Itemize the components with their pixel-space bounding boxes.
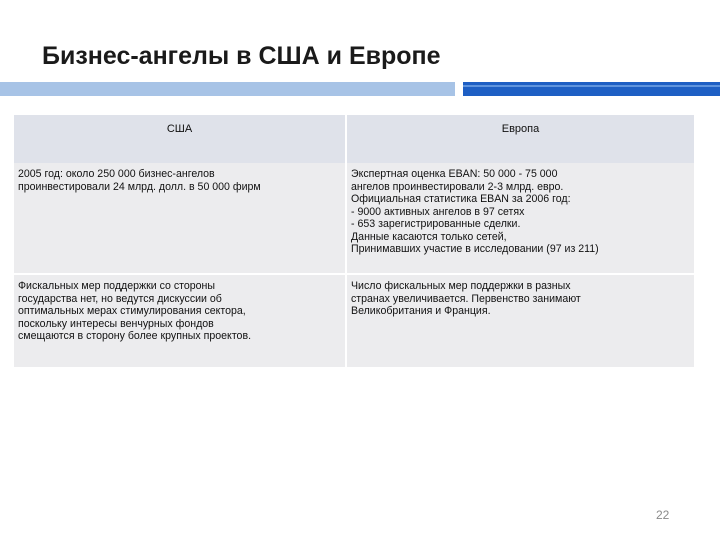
cell-text-line: Данные касаются только сетей, — [351, 230, 507, 243]
table-header-row — [14, 115, 694, 163]
cell-text-line: поскольку интересы венчурных фондов — [18, 317, 214, 330]
cell-text-line: Фискальных мер поддержки со стороны — [18, 280, 215, 292]
cell-text-line: - 9000 активных ангелов в 97 сетях — [351, 205, 525, 218]
cell-text-line: 2005 год: около 250 000 бизнес-ангелов — [18, 168, 215, 180]
cell-text-line: Принимавших участие в исследовании (97 из 211) — [351, 243, 599, 255]
cell-text-line: Официальная статистика EBAN за 2006 год: — [351, 193, 571, 205]
cell-europe-fiscal — [347, 275, 694, 367]
cell-text-line: Экспертная оценка EBAN: 50 000 - 75 000 — [351, 168, 558, 180]
page-number: 22 — [656, 508, 670, 522]
cell-usa-investment — [14, 163, 347, 275]
cell-text-line: ангелов проинвестировали 2-3 млрд. евро. — [351, 180, 564, 193]
header-europe: Европа — [347, 115, 694, 163]
cell-europe-investment — [347, 163, 694, 275]
table-row — [14, 275, 694, 367]
cell-text-line: оптимальных мерах стимулирования сектора, — [18, 305, 246, 317]
table-row — [14, 163, 694, 275]
header-usa: США — [14, 115, 347, 163]
cell-text-line: - 653 зарегистрированные сделки. — [351, 218, 521, 230]
comparison-table — [14, 115, 694, 367]
slide-title: Бизнес-ангелы в США и Европе — [42, 42, 441, 70]
cell-text-line: странах увеличивается. Первенство занимают — [351, 292, 581, 305]
cell-text-line: Великобритания и Франция. — [351, 305, 491, 317]
cell-usa-fiscal — [14, 275, 347, 367]
accent-bar-dark — [463, 82, 720, 96]
cell-text-line: смещаются в сторону более крупных проектов. — [18, 330, 252, 342]
cell-text-line: Число фискальных мер поддержки в разных — [351, 280, 571, 292]
cell-text-line: государства нет, но ведутся дискуссии об — [18, 292, 222, 305]
accent-bar-light — [0, 82, 455, 96]
cell-text-line: проинвестировали 24 млрд. долл. в 50 000 фирм — [18, 180, 261, 193]
